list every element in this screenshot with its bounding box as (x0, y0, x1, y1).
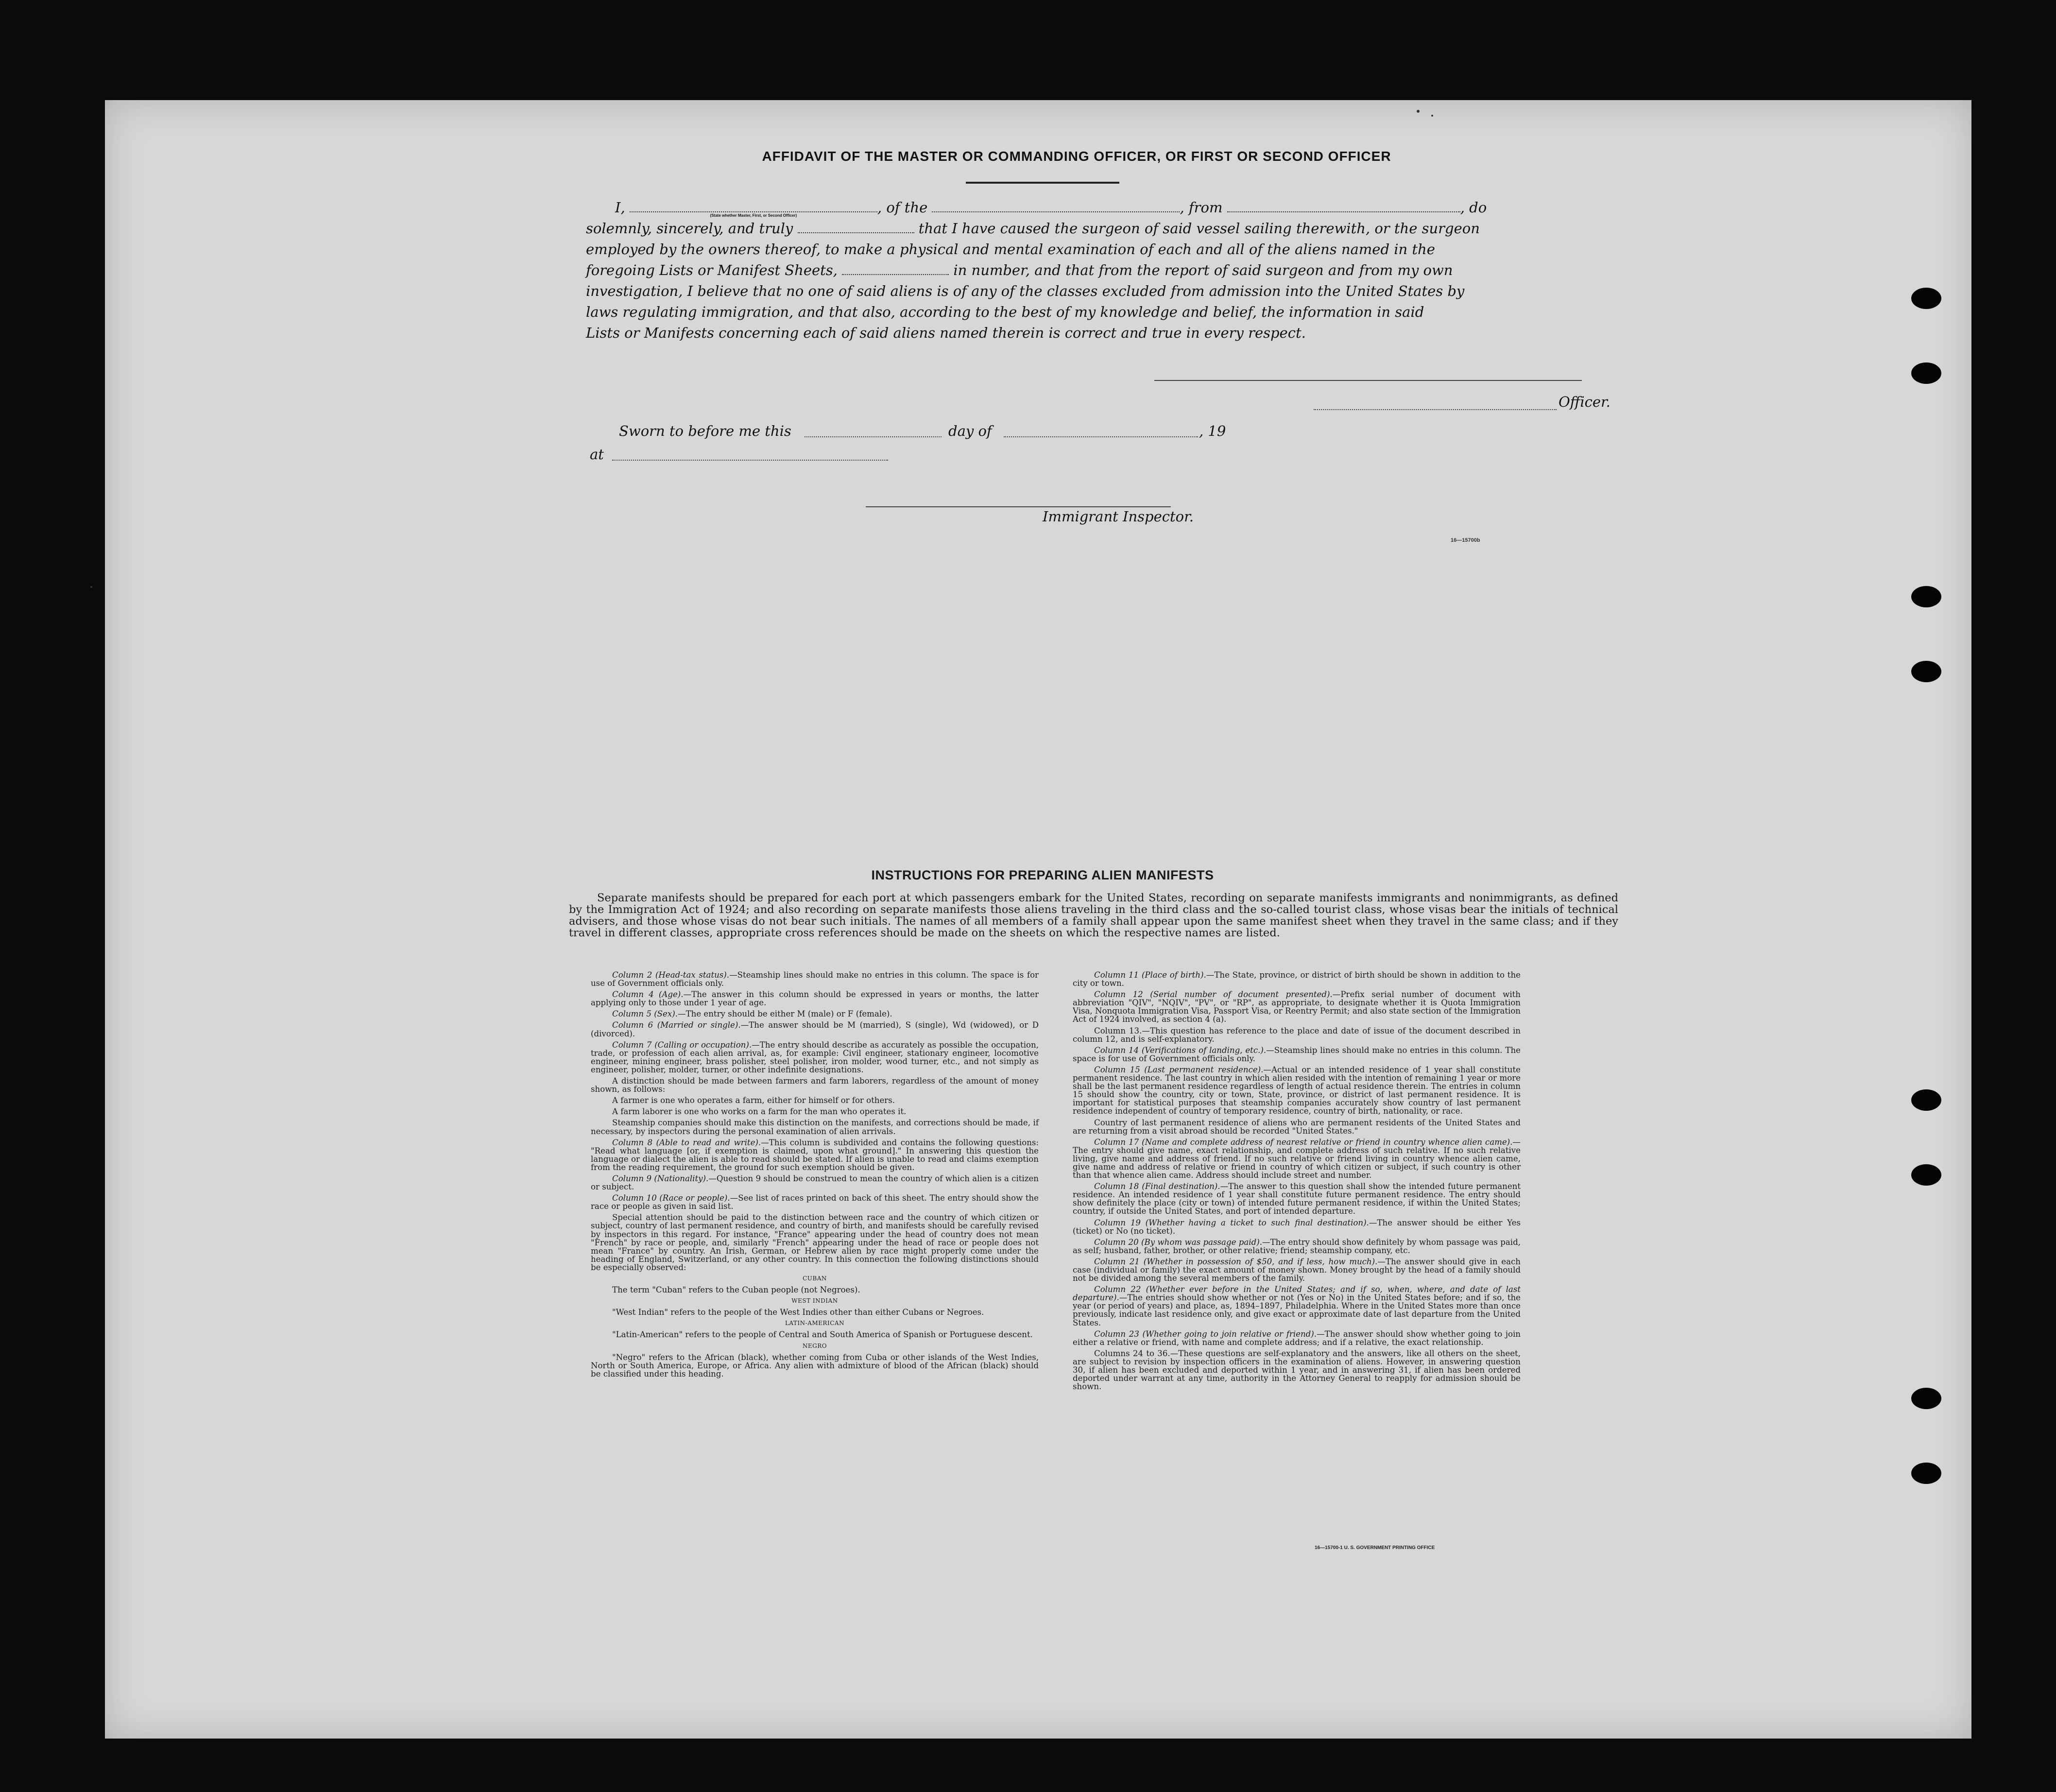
columns-24-36-note: Columns 24 to 36.—These questions are self-explanatory and the answers, like all others on the sheet, are subject to revision by inspection officers in the examination of aliens. However, in answering question 30, if alien has been excluded and deported within 1 year, and in answering 31, if alien has been ordered deported under warrant at any time, authority in the Attorney General to reapply for admission should be shown. (1073, 1348, 1521, 1392)
punch-hole (1911, 362, 1941, 384)
column-23-note: Column 23 (Whether going to join relative or friend).—The answer should show whether going to join either a relative or friend, with name and complete address; and if a relative, the exact relationship. (1073, 1329, 1521, 1347)
at-label: at (590, 446, 604, 463)
column-7-farm-note: A distinction should be made between farmers and farm laborers, regardless of the amount of money shown, as follows: (591, 1076, 1039, 1094)
punch-hole (1911, 1089, 1941, 1111)
punch-hole (1911, 1463, 1941, 1484)
farm-laborer-definition: A farm laborer is one who works on a farm for the man who operates it. (612, 1107, 907, 1117)
instructions-title: INSTRUCTIONS FOR PREPARING ALIEN MANIFESTS (871, 868, 1214, 882)
affidavit-body (586, 197, 1611, 344)
affidavit-line-5: investigation, I believe that no one of said aliens is of any of the classes excluded from admission into the United States by (586, 283, 1465, 299)
paper-speck (1431, 115, 1433, 117)
negro-heading: NEGRO (802, 1342, 827, 1349)
paper-speck (1417, 110, 1420, 113)
punch-hole (1911, 1164, 1941, 1186)
year-label: , 19 (1199, 423, 1226, 439)
column-15-us-residents-note: Country of last permanent residence of aliens who are permanent residents of the United States and are returning from a visit abroad should be recorded "United States." (1073, 1118, 1521, 1136)
officer-rank-field[interactable]: (State whether Master, First, or Second Officer) (630, 200, 877, 212)
day-of-label: day of (948, 423, 992, 439)
vessel-field[interactable] (932, 200, 1180, 212)
column-6-note: Column 6 (Married or single).—The answer should be M (married), S (single), Wd (widowed), or D (divorced). (591, 1020, 1039, 1038)
paper-speck (90, 586, 92, 588)
inspector-signature-line[interactable] (866, 506, 1171, 507)
west-indian-definition: "West Indian" refers to the people of the West Indies other than either Cubans or Negroes. (612, 1308, 984, 1317)
west-indian-heading: WEST INDIAN (791, 1297, 838, 1305)
sheet-count-field[interactable] (842, 262, 949, 275)
affidavit-line-7: Lists or Manifests concerning each of said aliens named therein is correct and true in every respect. (586, 325, 1306, 341)
column-14-note: Column 14 (Verifications of landing, etc.).—Steamship lines should make no entries in this column. The space is for use of Government officials only. (1073, 1045, 1521, 1063)
inspector-label: Immigrant Inspector. (1043, 508, 1194, 525)
oath-field[interactable] (798, 221, 914, 233)
punch-hole (1911, 661, 1941, 682)
latin-american-definition: "Latin-American" refers to the people of Central and South America of Spanish or Portuguese descent. (612, 1330, 1033, 1340)
column-12-note: Column 12 (Serial number of document presented).—Prefix serial number of document with abbreviation "QIV", "NQIV", "PV", or "RP", as appropriate, to designate whether it is Quota Immigration Visa, Nonquota Immigration Visa, Passport Visa, or Reentry Permit; and also state section of the Immigration Act of 1924 involved, as section 4 (a). (1073, 990, 1521, 1024)
sworn-month-field[interactable] (1004, 436, 1198, 437)
cuban-definition: The term "Cuban" refers to the Cuban people (not Negroes). (612, 1285, 860, 1295)
latin-american-heading: LATIN-AMERICAN (785, 1320, 845, 1327)
signature-line[interactable] (1154, 380, 1582, 381)
column-11-note: Column 11 (Place of birth).—The State, province, or district of birth should be shown in addition to the city or town. (1073, 970, 1521, 988)
officer-label: Officer. (1559, 394, 1611, 410)
affidavit-line-6: laws regulating immigration, and that also, according to the best of my knowledge and belief, the information in said (586, 304, 1424, 320)
column-10-note: Column 10 (Race or people).—See list of races printed on back of this sheet. The entry should show the race or people as given in said list. (591, 1193, 1039, 1211)
race-country-distinction: Special attention should be paid to the distinction between race and the country of which citizen or subject, country of last permanent residence, and country of birth, and manifests should be carefully revised by inspectors in this regard. For instance, "France" appearing under the head of country does not mean "French" by race or people, and, similarly "French" appearing under the head of race or people does not mean "France" by country. An Irish, German, or Hebrew alien by race might properly come under the heading of England, Switzerland, or any other country. In this connection the following distinctions should be especially observed: (591, 1213, 1039, 1272)
punch-hole (1911, 1388, 1941, 1409)
title-rule (966, 182, 1119, 184)
column-7-note: Column 7 (Calling or occupation).—The entry should describe as accurately as possible the occupation, trade, or profession of each alien arrival, as, for example: Civil engineer, stationary engineer, locomotive engineer, mining engineer, brass polisher, steel polisher, iron molder, wood turner, etc., and not simply as engineer, polisher, molder, turner, or other indefinite designations. (591, 1040, 1039, 1074)
instructions-right-column (1073, 971, 1521, 1394)
punch-hole (1911, 288, 1941, 309)
column-19-note: Column 19 (Whether having a ticket to such final destination).—The answer should be either Yes (ticket) or No (no ticket). (1073, 1218, 1521, 1236)
port-from-field[interactable] (1227, 200, 1460, 212)
column-9-note: Column 9 (Nationality).—Question 9 should be construed to mean the country of which alien is a citizen or subject. (591, 1173, 1039, 1192)
column-18-note: Column 18 (Final destination).—The answer to this question shall show the intended future permanent residence. An intended residence of 1 year shall constitute future permanent residence. The entry should show definitely the place (city or town) of intended future permanent residence, if within the United States; country, if outside the United States, and port of intended departure. (1073, 1182, 1521, 1216)
officer-title-line[interactable] (1314, 409, 1557, 410)
farmer-definition: A farmer is one who operates a farm, either for himself or for others. (612, 1096, 895, 1105)
sworn-place-field[interactable] (612, 460, 888, 461)
manifest-sheet (105, 100, 1971, 1739)
printing-office-footer: 16—15700-1 U. S. GOVERNMENT PRINTING OFFICE (1315, 1545, 1435, 1551)
affidavit-line-1: I, (State whether Master, First, or Second Officer) , of the , from , do (615, 199, 1487, 218)
affidavit-line-4: foregoing Lists or Manifest Sheets, in number, and that from the report of said surgeon and from my own (586, 262, 1453, 278)
column-17-note: Column 17 (Name and complete address of nearest relative or friend in country whence alien came).—The entry should give name, exact relationship, and complete address of such relative. If no such relative living, give name and address of friend. If no such relative or friend living in country whence alien came, give name and address of relative or friend in country of which citizen or subject, if such country is other than that whence alien came. Address should include street and number. (1073, 1137, 1521, 1180)
column-8-note: Column 8 (Able to read and write).—This column is subdivided and contains the following questions: "Read what language [or, if exemption is claimed, upon what ground]." In answering this question the language or dialect the alien is able to read should be stated. If alien is unable to read and claims exemption from the reading requirement, the ground for such exemption should be given. (591, 1137, 1039, 1172)
instructions-intro: Separate manifests should be prepared for each port at which passengers embark for the United States, recording on separate manifests immigrants and nonimmigrants, as defined by the Immigration Act of 1924; and also recording on separate manifests those aliens traveling in the third class and the so-called tourist class, whose visas bear the initials of technical advisers, and those whose visas do not bear such initials. The names of all members of a family shall appear upon the same manifest sheet when they travel in the same class; and if they travel in different classes, appropriate cross references should be made on the sheets on which the respective names are listed. (569, 892, 1618, 939)
column-21-note: Column 21 (Whether in possession of $50, and if less, how much).—The answer should give in each case (individual or family) the exact amount of money shown. Money brought by the head of a family should not be divided among the several members of the family. (1073, 1257, 1521, 1283)
column-15-note: Column 15 (Last permanent residence).—Actual or an intended residence of 1 year shall constitute permanent residence. The last country in which alien resided with the intention of remaining 1 year or more shall be the last permanent residence regardless of length of actual residence therein. The entries in column 15 should show the country, city or town, State, province, or district of last permanent residence. It is important for statistical purposes that steamship companies accurately show country of last permanent residence independent of country of temporary residence, country of birth, nationality, or race. (1073, 1065, 1521, 1116)
form-number: 16—15700b (1451, 537, 1480, 543)
column-5-note: Column 5 (Sex).—The entry should be either M (male) or F (female). (612, 1009, 892, 1019)
steamship-distinction-note: Steamship companies should make this distinction on the manifests, and corrections should be made, if necessary, by inspectors during the personal examination of alien arrivals. (591, 1118, 1039, 1136)
column-13-note: Column 13.—This question has reference to the place and date of issue of the document described in column 12, and is self-explanatory. (1073, 1026, 1521, 1044)
cuban-heading: CUBAN (803, 1275, 827, 1282)
sworn-label: Sworn to before me this (619, 423, 791, 439)
affidavit-line-3: employed by the owners thereof, to make a physical and mental examination of each and all of the aliens named in the (586, 241, 1435, 258)
column-20-note: Column 20 (By whom was passage paid).—The entry should show definitely by whom passage was paid, as self; husband, father, brother, or other relative; friend; steamship company, etc. (1073, 1237, 1521, 1255)
punch-hole (1911, 586, 1941, 607)
column-22-note: Column 22 (Whether ever before in the United States; and if so, when, where, and date of last departure).—The entries should show whether or not (Yes or No) in the United States before; and if so, the year (or period of years) and place, as, 1894–1897, Philadelphia. Where in the United States more than once previously, indicate last residence only, and give exact or approximate date of last departure from the United States. (1073, 1285, 1521, 1327)
sworn-day-field[interactable] (805, 436, 942, 437)
column-2-note: Column 2 (Head-tax status).—Steamship lines should make no entries in this column. The space is for use of Government officials only. (591, 970, 1039, 988)
instructions-left-column (591, 971, 1039, 1381)
negro-definition: "Negro" refers to the African (black), whether coming from Cuba or other islands of the West Indies, North or South America, Europe, or Africa. Any alien with admixture of blood of the African (black) should be classified under this heading. (591, 1352, 1039, 1378)
column-4-note: Column 4 (Age).—The answer in this column should be expressed in years or months, the latter applying only to those under 1 year of age. (591, 990, 1039, 1008)
affidavit-line-2: solemnly, sincerely, and truly that I have caused the surgeon of said vessel sailing therewith, or the surgeon (586, 220, 1480, 237)
affidavit-title: AFFIDAVIT OF THE MASTER OR COMMANDING OFFICER, OR FIRST OR SECOND OFFICER (762, 149, 1391, 164)
